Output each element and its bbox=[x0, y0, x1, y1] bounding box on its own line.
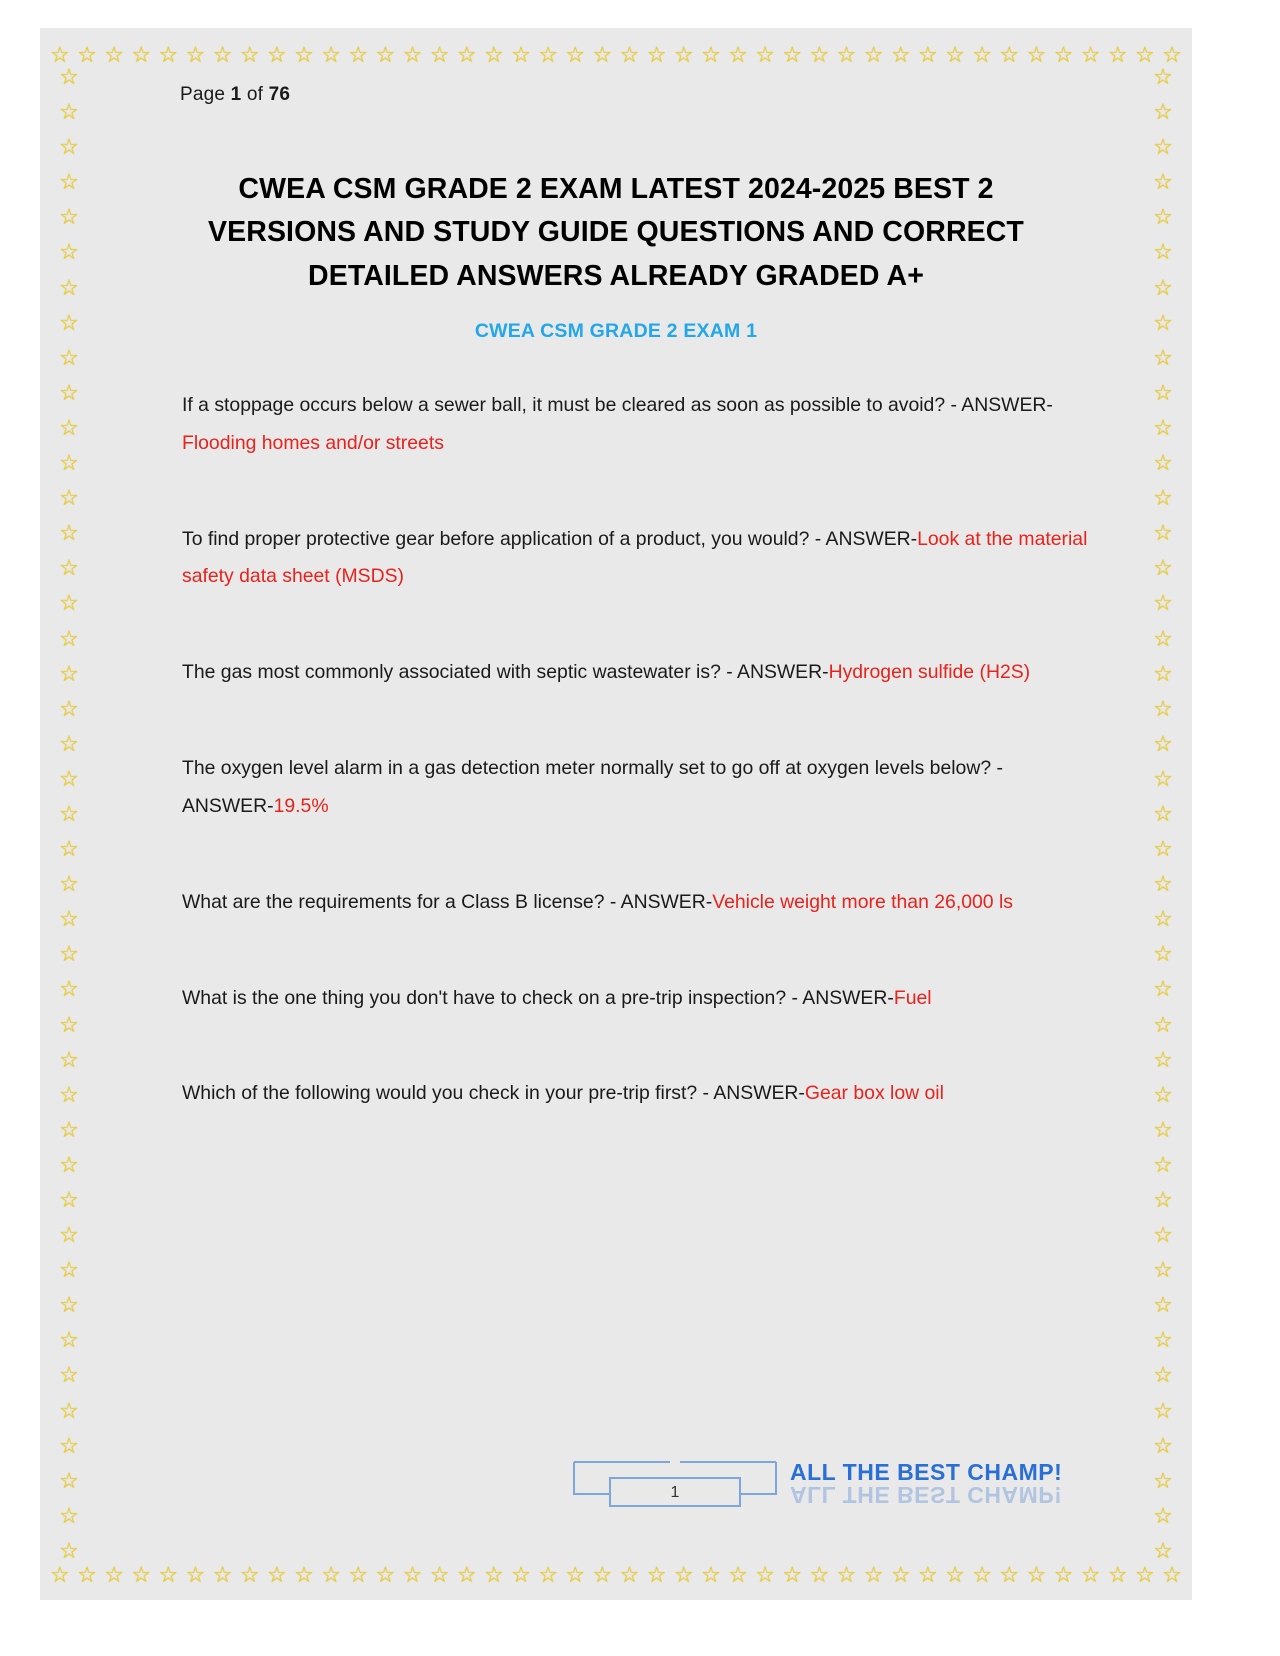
star-icon: ☆ bbox=[77, 42, 97, 67]
document-subtitle: CWEA CSM GRADE 2 EXAM 1 bbox=[474, 319, 758, 342]
star-icon: ☆ bbox=[565, 42, 586, 67]
star-icon: ☆ bbox=[1153, 695, 1173, 721]
star-icon: ☆ bbox=[565, 1562, 586, 1587]
star-icon: ☆ bbox=[701, 1562, 721, 1587]
qa-question: Which of the following would you check in your pre-trip first? - ANSWER- bbox=[182, 1082, 805, 1105]
star-icon: ☆ bbox=[59, 1151, 79, 1177]
star-icon: ☆ bbox=[158, 1562, 179, 1587]
star-icon: ☆ bbox=[1153, 800, 1173, 826]
document-footer bbox=[140, 1438, 1092, 1516]
star-icon: ☆ bbox=[1153, 1151, 1173, 1177]
qa-question: What are the requirements for a Class B license? - ANSWER- bbox=[182, 890, 713, 913]
star-icon: ☆ bbox=[1153, 1502, 1173, 1528]
star-icon: ☆ bbox=[104, 42, 124, 67]
star-icon: ☆ bbox=[59, 379, 79, 405]
star-icon: ☆ bbox=[59, 274, 79, 300]
qa-question: To find proper protective gear before application of a product, you would? - ANSWER- bbox=[182, 527, 918, 550]
star-icon: ☆ bbox=[1153, 765, 1173, 791]
star-icon: ☆ bbox=[212, 42, 233, 67]
page-indicator-total: 76 bbox=[268, 84, 291, 105]
page-title: CWEA CSM GRADE 2 EXAM LATEST 2024-2025 BEST 2 VERSIONS AND STUDY GUIDE QUESTIONS AND CORRECT DETAILED ANSWERS ALREADY GRADED A+ bbox=[208, 173, 1024, 292]
star-icon: ☆ bbox=[429, 42, 450, 67]
star-icon: ☆ bbox=[782, 42, 803, 67]
star-icon: ☆ bbox=[511, 42, 531, 67]
star-icon: ☆ bbox=[646, 1562, 667, 1587]
star-icon: ☆ bbox=[59, 625, 79, 651]
star-icon: ☆ bbox=[918, 1562, 938, 1587]
star-icon: ☆ bbox=[484, 42, 504, 67]
star-icon: ☆ bbox=[59, 1397, 79, 1423]
star-icon: ☆ bbox=[59, 836, 79, 862]
star-icon: ☆ bbox=[673, 1562, 694, 1587]
star-icon: ☆ bbox=[1153, 1081, 1173, 1107]
qa-item bbox=[182, 521, 1092, 597]
qa-question: The gas most commonly associated with septic wastewater is? - ANSWER- bbox=[182, 661, 829, 684]
star-icon: ☆ bbox=[755, 1562, 775, 1587]
star-icon: ☆ bbox=[1153, 976, 1173, 1002]
star-icon: ☆ bbox=[267, 42, 287, 67]
star-icon: ☆ bbox=[59, 1467, 79, 1493]
page-indicator-middle: of bbox=[241, 84, 269, 105]
star-icon: ☆ bbox=[1080, 1562, 1101, 1587]
star-icon: ☆ bbox=[1153, 64, 1173, 89]
star-icon: ☆ bbox=[1153, 941, 1173, 967]
star-icon: ☆ bbox=[1153, 520, 1173, 546]
star-border-right bbox=[1146, 66, 1180, 1562]
qa-item bbox=[182, 980, 1092, 1018]
star-icon: ☆ bbox=[999, 42, 1020, 67]
star-icon: ☆ bbox=[77, 1562, 97, 1587]
star-icon: ☆ bbox=[59, 64, 79, 89]
star-icon: ☆ bbox=[511, 1562, 531, 1587]
star-icon: ☆ bbox=[1153, 1432, 1173, 1458]
star-icon: ☆ bbox=[59, 800, 79, 826]
star-icon: ☆ bbox=[59, 1327, 79, 1353]
star-icon: ☆ bbox=[1153, 1257, 1173, 1283]
star-icon: ☆ bbox=[59, 1011, 79, 1037]
star-icon: ☆ bbox=[836, 1562, 857, 1587]
star-icon: ☆ bbox=[59, 1257, 79, 1283]
page-number: 1 bbox=[670, 1484, 680, 1501]
star-icon: ☆ bbox=[59, 204, 79, 230]
star-icon: ☆ bbox=[1153, 1537, 1173, 1563]
qa-item bbox=[182, 387, 1092, 463]
star-icon: ☆ bbox=[59, 730, 79, 756]
star-icon: ☆ bbox=[1153, 1046, 1173, 1072]
star-icon: ☆ bbox=[945, 1562, 965, 1587]
star-icon: ☆ bbox=[728, 1562, 748, 1587]
star-icon: ☆ bbox=[59, 660, 79, 686]
star-icon: ☆ bbox=[538, 1562, 558, 1587]
star-icon: ☆ bbox=[59, 695, 79, 721]
star-icon: ☆ bbox=[918, 42, 938, 67]
star-icon: ☆ bbox=[1153, 1397, 1173, 1423]
star-icon: ☆ bbox=[375, 42, 396, 67]
document-sheet bbox=[40, 28, 1192, 1600]
star-icon: ☆ bbox=[1153, 730, 1173, 756]
star-icon: ☆ bbox=[1153, 134, 1173, 160]
star-icon: ☆ bbox=[1107, 1562, 1128, 1587]
star-icon: ☆ bbox=[59, 1537, 79, 1563]
qa-answer: 19.5% bbox=[273, 794, 329, 817]
star-icon: ☆ bbox=[59, 590, 79, 616]
star-icon: ☆ bbox=[1153, 1467, 1173, 1493]
star-icon: ☆ bbox=[728, 42, 748, 67]
star-icon: ☆ bbox=[1153, 204, 1173, 230]
star-icon: ☆ bbox=[158, 42, 179, 67]
qa-answer: Flooding homes and/or streets bbox=[182, 431, 444, 454]
star-border-top bbox=[40, 38, 1192, 72]
star-icon: ☆ bbox=[863, 1562, 884, 1587]
star-icon: ☆ bbox=[456, 1562, 477, 1587]
star-icon: ☆ bbox=[999, 1562, 1020, 1587]
star-icon: ☆ bbox=[104, 1562, 124, 1587]
qa-list bbox=[182, 387, 1092, 1113]
star-icon: ☆ bbox=[131, 1562, 152, 1587]
star-icon: ☆ bbox=[1153, 555, 1173, 581]
qa-answer: Look at the material safety data sheet (MSDS) bbox=[182, 527, 1088, 588]
star-border-bottom bbox=[40, 1558, 1192, 1592]
star-icon: ☆ bbox=[1153, 344, 1173, 370]
star-icon: ☆ bbox=[59, 976, 79, 1002]
star-icon: ☆ bbox=[59, 99, 79, 125]
qa-question: If a stoppage occurs below a sewer ball, it must be cleared as soon as possible to avoid? - ANSWER- bbox=[182, 393, 1053, 416]
star-icon: ☆ bbox=[59, 239, 79, 265]
qa-answer: Fuel bbox=[893, 986, 932, 1009]
star-icon: ☆ bbox=[59, 871, 79, 897]
star-icon: ☆ bbox=[59, 520, 79, 546]
star-icon: ☆ bbox=[59, 1502, 79, 1528]
star-icon: ☆ bbox=[1107, 42, 1128, 67]
star-icon: ☆ bbox=[1080, 42, 1101, 67]
star-icon: ☆ bbox=[1153, 1187, 1173, 1212]
star-icon: ☆ bbox=[59, 134, 79, 160]
qa-item bbox=[182, 1075, 1092, 1113]
star-icon: ☆ bbox=[592, 42, 613, 67]
star-icon: ☆ bbox=[59, 1081, 79, 1107]
star-icon: ☆ bbox=[1153, 239, 1173, 265]
star-icon: ☆ bbox=[59, 941, 79, 967]
star-icon: ☆ bbox=[782, 1562, 803, 1587]
star-icon: ☆ bbox=[1153, 169, 1173, 195]
qa-answer: Gear box low oil bbox=[804, 1082, 944, 1105]
star-icon: ☆ bbox=[321, 42, 341, 67]
star-icon: ☆ bbox=[1153, 590, 1173, 616]
star-icon: ☆ bbox=[484, 1562, 504, 1587]
star-icon: ☆ bbox=[1153, 660, 1173, 686]
star-icon: ☆ bbox=[1153, 1362, 1173, 1388]
star-icon: ☆ bbox=[863, 42, 884, 67]
page-indicator-prefix: Page bbox=[180, 84, 231, 105]
star-icon: ☆ bbox=[1153, 379, 1173, 405]
star-icon: ☆ bbox=[59, 1222, 79, 1248]
banner-text: ALL THE BEST CHAMP! bbox=[790, 1459, 1063, 1485]
star-icon: ☆ bbox=[321, 1562, 341, 1587]
star-icon: ☆ bbox=[890, 1562, 911, 1587]
qa-item bbox=[182, 654, 1092, 692]
star-icon: ☆ bbox=[185, 42, 206, 67]
star-icon: ☆ bbox=[972, 42, 992, 67]
page-number-ribbon bbox=[570, 1454, 780, 1510]
star-icon: ☆ bbox=[538, 42, 558, 67]
star-icon: ☆ bbox=[646, 42, 667, 67]
banner-text-reflection: ALL THE BEST CHAMP! bbox=[790, 1482, 1063, 1508]
star-icon: ☆ bbox=[1153, 309, 1173, 335]
star-icon: ☆ bbox=[59, 414, 79, 440]
star-icon: ☆ bbox=[59, 906, 79, 932]
qa-answer: Hydrogen sulfide (H2S) bbox=[828, 661, 1031, 684]
star-icon: ☆ bbox=[1153, 1327, 1173, 1353]
qa-question: The oxygen level alarm in a gas detection meter normally set to go off at oxygen levels below? - ANSWER- bbox=[182, 757, 1003, 817]
star-icon: ☆ bbox=[1153, 1116, 1173, 1142]
star-icon: ☆ bbox=[294, 42, 314, 67]
star-icon: ☆ bbox=[429, 1562, 450, 1587]
star-icon: ☆ bbox=[619, 42, 640, 67]
star-icon: ☆ bbox=[1162, 42, 1182, 67]
star-icon: ☆ bbox=[836, 42, 857, 67]
star-icon: ☆ bbox=[59, 1187, 79, 1212]
star-icon: ☆ bbox=[1153, 274, 1173, 300]
star-icon: ☆ bbox=[239, 42, 260, 67]
star-icon: ☆ bbox=[59, 485, 79, 511]
star-icon: ☆ bbox=[1153, 1011, 1173, 1037]
page-indicator bbox=[180, 84, 1092, 106]
star-icon: ☆ bbox=[50, 1562, 70, 1587]
star-icon: ☆ bbox=[1153, 906, 1173, 932]
star-icon: ☆ bbox=[755, 42, 775, 67]
star-icon: ☆ bbox=[59, 1362, 79, 1388]
star-icon: ☆ bbox=[59, 1046, 79, 1072]
star-icon: ☆ bbox=[456, 42, 477, 67]
star-icon: ☆ bbox=[1153, 836, 1173, 862]
star-icon: ☆ bbox=[619, 1562, 640, 1587]
star-icon: ☆ bbox=[1135, 1562, 1155, 1587]
star-icon: ☆ bbox=[1153, 625, 1173, 651]
star-icon: ☆ bbox=[59, 765, 79, 791]
star-icon: ☆ bbox=[348, 1562, 369, 1587]
star-icon: ☆ bbox=[1026, 42, 1047, 67]
star-icon: ☆ bbox=[1135, 42, 1155, 67]
star-icon: ☆ bbox=[1153, 871, 1173, 897]
star-icon: ☆ bbox=[267, 1562, 287, 1587]
star-icon: ☆ bbox=[59, 309, 79, 335]
star-border-left bbox=[52, 66, 86, 1562]
star-icon: ☆ bbox=[1153, 485, 1173, 511]
star-icon: ☆ bbox=[212, 1562, 233, 1587]
star-icon: ☆ bbox=[348, 42, 369, 67]
star-icon: ☆ bbox=[890, 42, 911, 67]
star-icon: ☆ bbox=[809, 42, 830, 67]
star-icon: ☆ bbox=[59, 169, 79, 195]
star-icon: ☆ bbox=[59, 555, 79, 581]
page-indicator-current: 1 bbox=[230, 84, 242, 105]
qa-item bbox=[182, 750, 1092, 826]
star-icon: ☆ bbox=[809, 1562, 830, 1587]
star-icon: ☆ bbox=[1053, 42, 1074, 67]
star-icon: ☆ bbox=[239, 1562, 260, 1587]
star-icon: ☆ bbox=[945, 42, 965, 67]
star-icon: ☆ bbox=[1153, 1222, 1173, 1248]
star-icon: ☆ bbox=[1153, 99, 1173, 125]
star-icon: ☆ bbox=[402, 42, 423, 67]
star-icon: ☆ bbox=[1153, 414, 1173, 440]
star-icon: ☆ bbox=[701, 42, 721, 67]
document-content bbox=[140, 76, 1092, 1550]
star-icon: ☆ bbox=[972, 1562, 992, 1587]
star-icon: ☆ bbox=[59, 450, 79, 476]
star-icon: ☆ bbox=[59, 344, 79, 370]
star-icon: ☆ bbox=[402, 1562, 423, 1587]
qa-answer: Vehicle weight more than 26,000 ls bbox=[712, 890, 1013, 913]
star-icon: ☆ bbox=[59, 1116, 79, 1142]
star-icon: ☆ bbox=[50, 42, 70, 67]
star-icon: ☆ bbox=[294, 1562, 314, 1587]
star-icon: ☆ bbox=[1162, 1562, 1182, 1587]
star-icon: ☆ bbox=[185, 1562, 206, 1587]
star-icon: ☆ bbox=[1153, 450, 1173, 476]
qa-question: What is the one thing you don't have to check on a pre-trip inspection? - ANSWER- bbox=[182, 986, 894, 1009]
qa-item bbox=[182, 884, 1092, 922]
star-icon: ☆ bbox=[1153, 1292, 1173, 1318]
star-icon: ☆ bbox=[1026, 1562, 1047, 1587]
star-icon: ☆ bbox=[59, 1432, 79, 1458]
star-icon: ☆ bbox=[673, 42, 694, 67]
star-icon: ☆ bbox=[131, 42, 152, 67]
star-icon: ☆ bbox=[59, 1292, 79, 1318]
star-icon: ☆ bbox=[375, 1562, 396, 1587]
star-icon: ☆ bbox=[592, 1562, 613, 1587]
star-icon: ☆ bbox=[1053, 1562, 1074, 1587]
